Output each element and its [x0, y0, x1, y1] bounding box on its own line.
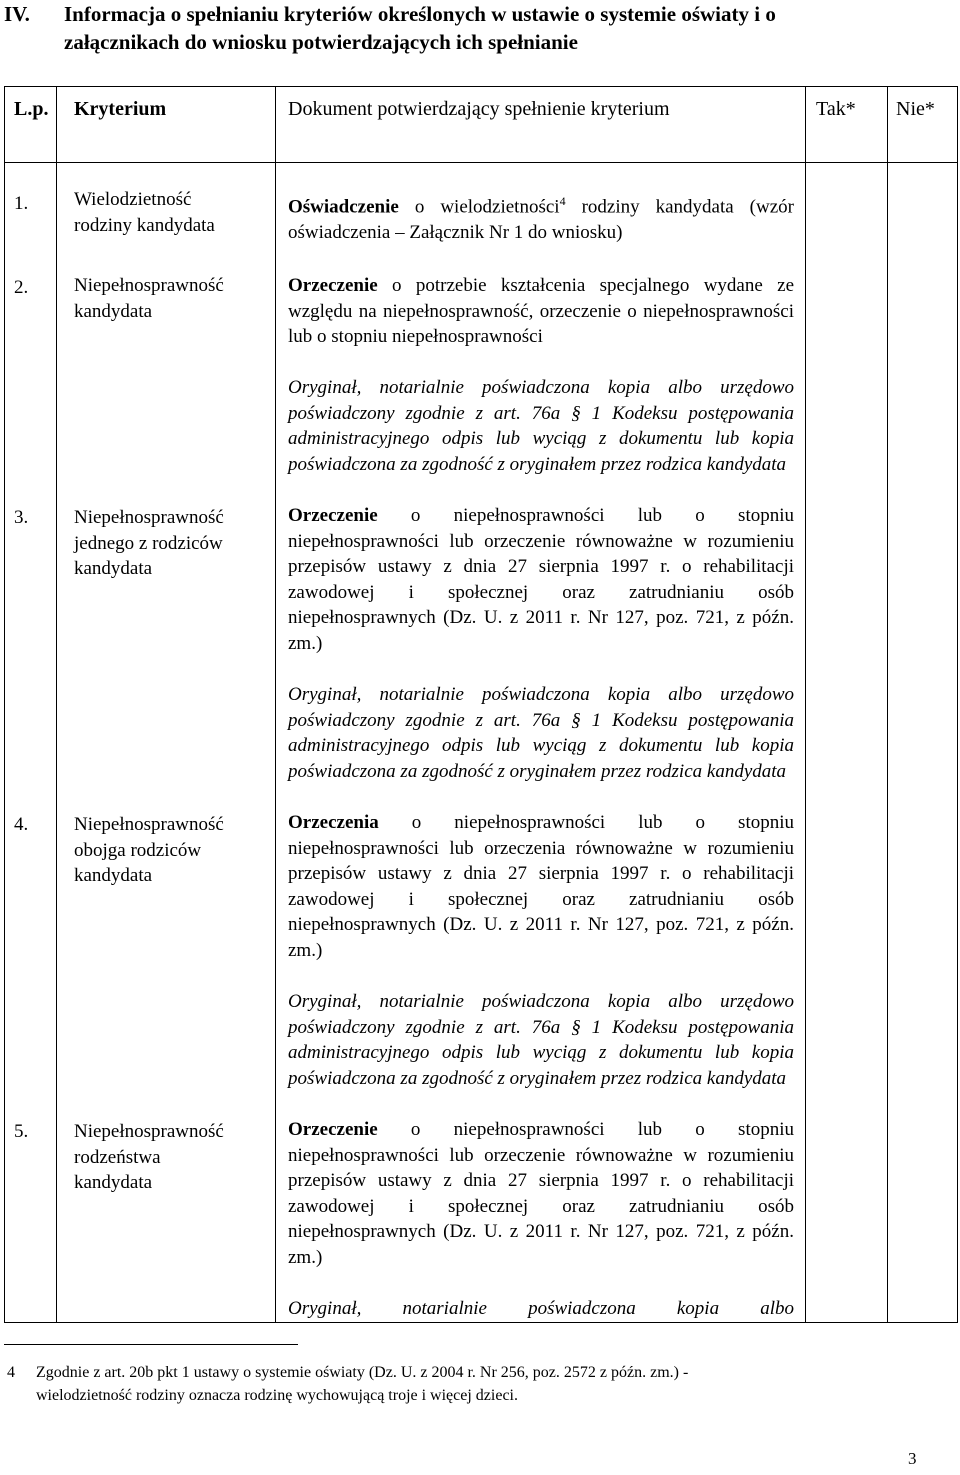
row-3-number: 3. [14, 507, 29, 528]
doc-original-note-2: Oryginał, notarialnie poświadczona kopia albo urzędowo poświadczony zgodnie z art. 76a § 1 Kodeksu postępowania administracyjnego odpis lub wyciąg z dokumentu lub kopia poświadczona za zgodność z oryginałem przez rodzica kandydata [288, 684, 794, 782]
row-1-number: 1. [14, 193, 29, 214]
doc-original-note-1: Oryginał, notarialnie poświadczona kopia albo urzędowo poświadczony zgodnie z art. 76a § 1 Kodeksu postępowania administracyjnego odpis lub wyciąg z dokumentu lub kopia poświadczona za zgodność z oryginałem przez rodzica kandydata [288, 377, 794, 475]
footnote-number: 4 [7, 1364, 15, 1381]
header-criterion: Kryterium [74, 98, 167, 120]
section-number: IV. [4, 2, 30, 26]
doc-original-note-3: Oryginał, notarialnie poświadczona kopia albo urzędowo poświadczony zgodnie z art. 76a § 1 Kodeksu postępowania administracyjnego odpis lub wyciąg z dokumentu lub kopia poświadczona za zgodność z oryginałem przez rodzica kandydata [288, 991, 794, 1089]
row-2-criterion: Niepełnosprawność kandydata [74, 275, 224, 322]
section-title-line2: załącznikach do wniosku potwierdzających ich spełnianie [64, 30, 578, 54]
row-1-criterion: Wielodzietność rodziny kandydata [74, 189, 215, 236]
row-4-criterion: Niepełnosprawność obojga rodziców kandydata [74, 814, 224, 886]
section-title-line1: Informacja o spełnianiu kryteriów określonych w ustawie o systemie oświaty i o [64, 2, 776, 26]
page-number: 3 [908, 1449, 917, 1468]
row-4-number: 4. [14, 814, 29, 835]
header-lp: L.p. [14, 98, 49, 120]
footnote-text: Zgodnie z art. 20b pkt 1 ustawy o systemie oświaty (Dz. U. z 2004 r. Nr 256, poz. 2572 z późn. zm.) - wielodzietność rodziny oznacza rodzinę wychowującą troje i więcej dzieci. [36, 1364, 689, 1404]
doc-certificate-special-education: Orzeczenie o potrzebie kształcenia specjalnego wydane ze względu na niepełnosprawność, orzeczenie o niepełnosprawności lub o stopniu niepełnosprawności [288, 275, 794, 347]
row-5-criterion: Niepełnosprawność rodzeństwa kandydata [74, 1121, 224, 1193]
header-no: Nie* [896, 98, 935, 120]
row-3-criterion: Niepełnosprawność jednego z rodziców kandydata [74, 507, 224, 579]
doc-certificate-one-parent: Orzeczenie o niepełnosprawności lub o stopniu niepełnosprawności lub orzeczenie równoważne w rozumieniu przepisów ustawy z dnia 27 sierpnia 1997 r. o rehabilitacji zawodowej i społecznej oraz zatrudnianiu osób niepełnosprawnych (Dz. U. z 2011 r. Nr 127, poz. 721, z późn. zm.) [288, 505, 794, 654]
doc-original-note-4: Oryginał, notarialnie poświadczona kopia albo [288, 1298, 794, 1319]
doc-statement-large-family: Oświadczenie o wielodzietności$^4$ rodziny kandydata (wzór oświadczenia – Załącznik Nr 1 do wniosku) [288, 194, 794, 243]
doc-certificate-both-parents: Orzeczenia o niepełnosprawności lub o stopniu niepełnosprawności lub orzeczenia równoważne w rozumieniu przepisów ustawy z dnia 27 sierpnia 1997 r. o rehabilitacji zawodowej i społecznej oraz zatrudnianiu osób niepełnosprawnych (Dz. U. z 2011 r. Nr 127, poz. 721, z późn. zm.) [288, 812, 794, 961]
footnote-separator [4, 1344, 298, 1345]
doc-certificate-siblings: Orzeczenie o niepełnosprawności lub o stopniu niepełnosprawności lub orzeczenie równoważne w rozumieniu przepisów ustawy z dnia 27 sierpnia 1997 r. o rehabilitacji zawodowej i społecznej oraz zatrudnianiu osób niepełnosprawnych (Dz. U. z 2011 r. Nr 127, poz. 721, z późn. zm.) [288, 1119, 794, 1268]
row-2-number: 2. [14, 277, 29, 298]
header-yes: Tak* [816, 98, 856, 120]
row-5-number: 5. [14, 1121, 29, 1142]
header-document: Dokument potwierdzający spełnienie kryterium [288, 98, 670, 120]
